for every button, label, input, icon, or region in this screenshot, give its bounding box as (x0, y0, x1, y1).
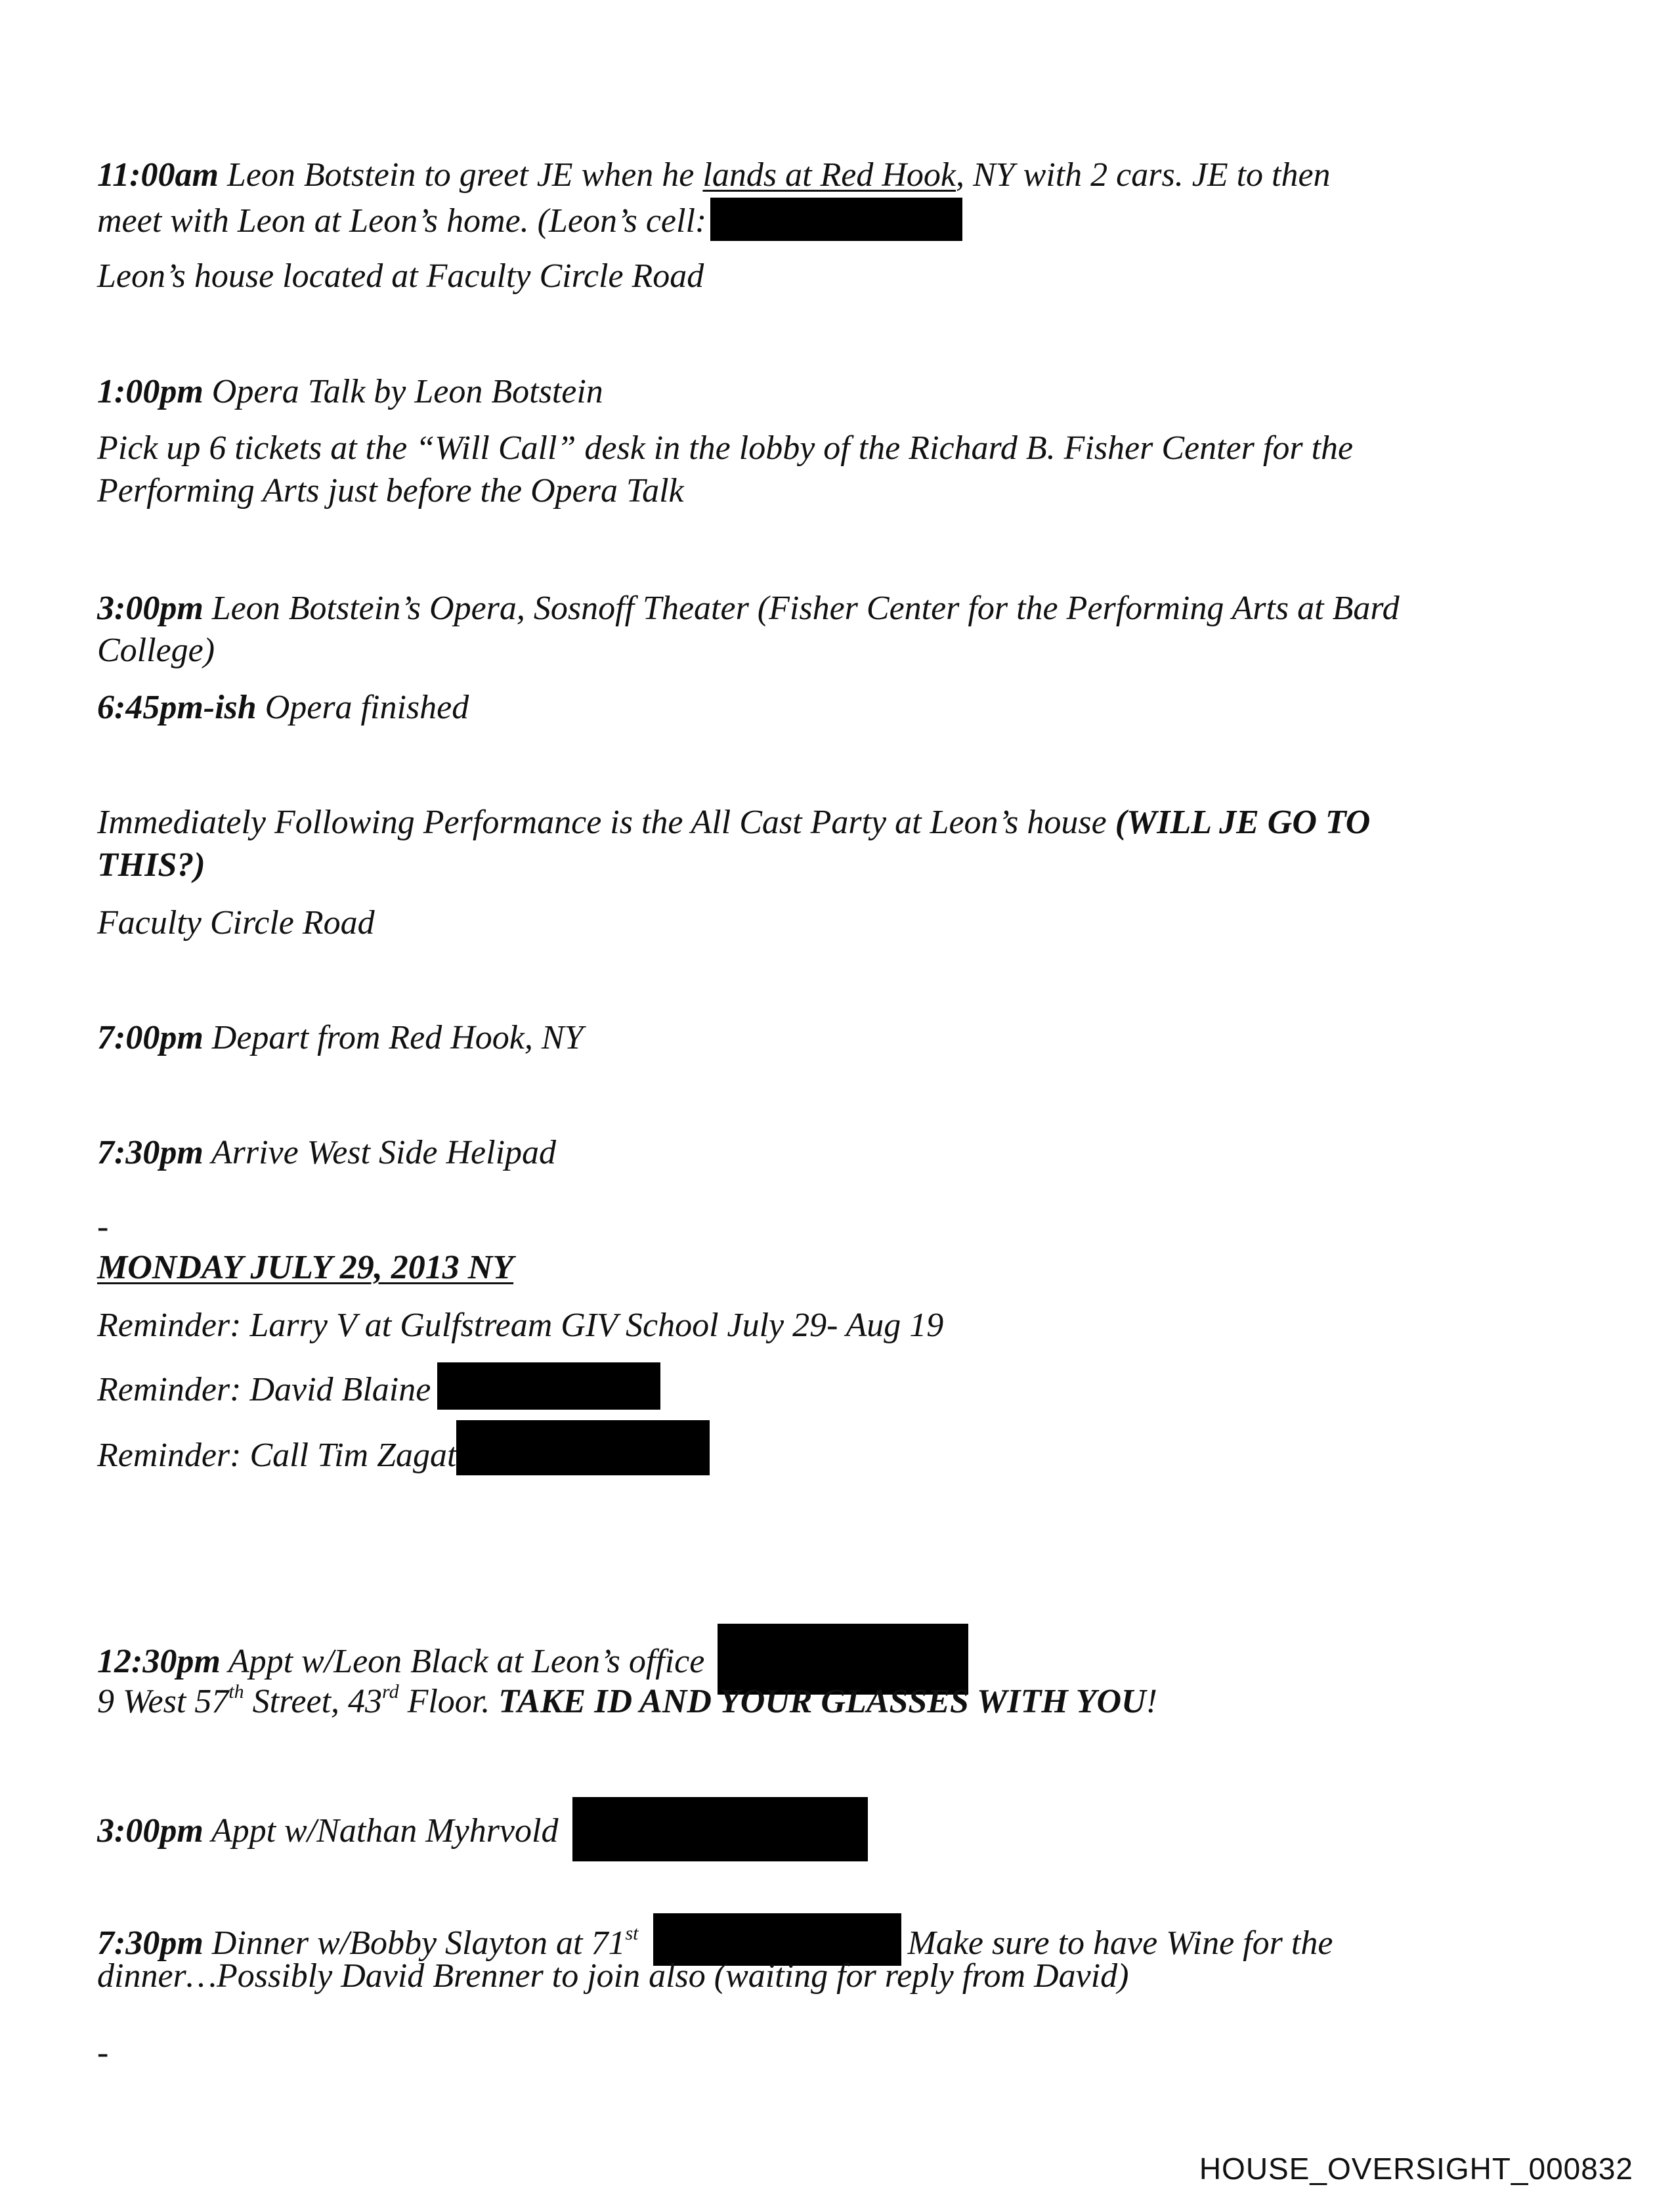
entry-time: 7:30pm (97, 1134, 204, 1171)
entry-1100am-line1: 11:00am Leon Botstein to greet JE when he lands at Red Hook, NY with 2 cars. JE to then (97, 156, 1331, 194)
cast-party-line2: THIS?) (97, 846, 205, 884)
entry-730pm-dinner-line1: 7:30pm Dinner w/Bobby Slayton at 71st Make sure to have Wine for the (97, 1913, 1333, 1966)
reminder-line: Reminder: Larry V at Gulfstream GIV School July 29- Aug 19 (97, 1307, 944, 1344)
separator-dash: - (97, 2034, 109, 2071)
redaction-box (437, 1362, 660, 1410)
entry-time: 12:30pm (97, 1643, 221, 1680)
entry-100pm-line1: 1:00pm Opera Talk by Leon Botstein (97, 373, 603, 410)
entry-100pm-line2: Pick up 6 tickets at the “Will Call” desk in the lobby of the Richard B. Fisher Center for the (97, 429, 1354, 467)
entry-300pm-appt: 3:00pm Appt w/Nathan Myhrvold (97, 1797, 868, 1861)
day-heading: MONDAY JULY 29, 2013 NY (97, 1249, 514, 1286)
entry-100pm-line3: Performing Arts just before the Opera Talk (97, 472, 684, 510)
entry-1100am-line2: meet with Leon at Leon’s home. (Leon’s cell: (97, 198, 962, 242)
entry-700pm: 7:00pm Depart from Red Hook, NY (97, 1019, 584, 1056)
bates-number: HOUSE_OVERSIGHT_000832 (1199, 2152, 1633, 2186)
entry-730pm-dinner-line2: dinner…Possibly David Brenner to join also (waiting for reply from David) (97, 1957, 1129, 1995)
redaction-box (710, 198, 962, 241)
reminder-line: Reminder: Call Tim Zagat (97, 1420, 710, 1476)
cast-party-line3: Faculty Circle Road (97, 904, 375, 942)
entry-time: 3:00pm (97, 590, 204, 627)
reminder-line: Reminder: David Blaine (97, 1362, 660, 1410)
entry-time: 6:45pm-ish (97, 689, 257, 726)
entry-time: 7:30pm (97, 1924, 204, 1962)
entry-time: 3:00pm (97, 1812, 204, 1850)
redaction-box (572, 1797, 868, 1861)
redaction-box (456, 1420, 710, 1475)
separator-dash: - (97, 1208, 109, 1246)
entry-1230pm-line1: 12:30pm Appt w/Leon Black at Leon’s office (97, 1624, 968, 1695)
entry-730pm-helipad: 7:30pm Arrive West Side Helipad (97, 1134, 557, 1171)
cast-party-line1: Immediately Following Performance is the All Cast Party at Leon’s house (WILL JE GO TO (97, 804, 1371, 841)
entry-time: 7:00pm (97, 1019, 204, 1056)
entry-time: 11:00am (97, 156, 219, 194)
entry-1100am-line3: Leon’s house located at Faculty Circle Road (97, 257, 704, 295)
entry-300pm-line1: 3:00pm Leon Botstein’s Opera, Sosnoff Theater (Fisher Center for the Performing Arts at Bard (97, 590, 1400, 627)
entry-300pm-line2: College) (97, 632, 215, 669)
entry-time: 1:00pm (97, 373, 204, 410)
entry-1230pm-line2: 9 West 57th Street, 43rd Floor. TAKE ID AND YOUR GLASSES WITH YOU! (97, 1681, 1157, 1720)
entry-645pm: 6:45pm-ish Opera finished (97, 689, 469, 726)
